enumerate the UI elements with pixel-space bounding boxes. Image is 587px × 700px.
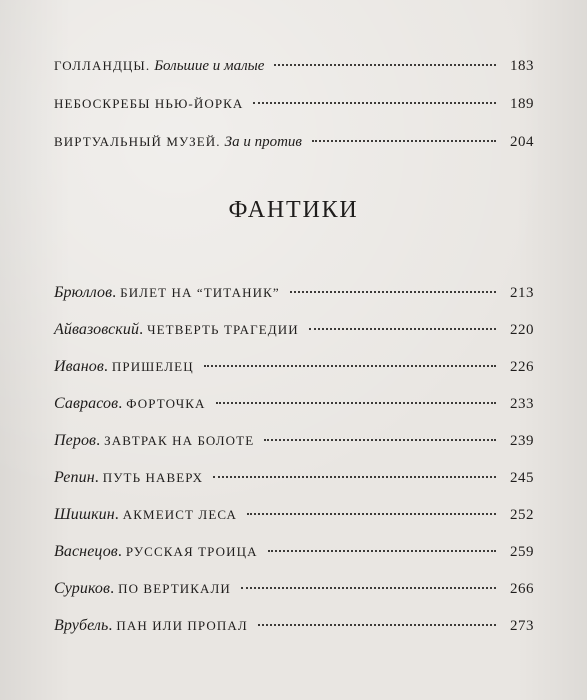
page-number: 220 xyxy=(510,322,534,338)
leader-dots xyxy=(274,63,496,66)
leader-dots xyxy=(312,139,496,142)
page-number: 266 xyxy=(510,581,534,597)
page-number: 245 xyxy=(510,470,534,486)
entry-author: Врубель xyxy=(54,617,109,634)
leader-dots xyxy=(290,290,496,293)
leader-dots xyxy=(216,401,496,404)
entry-title: ЗАВТРАК НА БОЛОТЕ xyxy=(104,433,255,448)
leader-dots xyxy=(258,623,496,626)
toc-entry: Айвазовский . ЧЕТВЕРТЬ ТРАГЕДИИ 220 xyxy=(54,321,534,338)
leader-dots xyxy=(204,364,496,367)
entry-title: ЧЕТВЕРТЬ ТРАГЕДИИ xyxy=(147,322,299,337)
entry-title: ПАН ИЛИ ПРОПАЛ xyxy=(116,618,248,633)
leader-dots xyxy=(264,438,496,441)
entry-title: ПО ВЕРТИКАЛИ xyxy=(118,581,231,596)
page-number: 213 xyxy=(510,285,534,301)
entry-subtitle: Большие и малые xyxy=(154,58,265,74)
entry-subtitle: За и против xyxy=(224,134,302,150)
toc-entry xyxy=(54,58,534,80)
leader-dots xyxy=(241,586,496,589)
page-number: 226 xyxy=(510,359,534,375)
toc-entry: Шишкин . АКМЕИСТ ЛЕСА 252 xyxy=(54,506,534,523)
entry-author: Репин xyxy=(54,469,95,486)
entry-title: РУССКАЯ ТРОИЦА xyxy=(125,544,258,559)
entry-title: АКМЕИСТ ЛЕСА xyxy=(122,507,237,522)
page-number: 233 xyxy=(510,396,534,412)
page-number: 239 xyxy=(510,433,534,449)
entry-author: Айвазовский xyxy=(54,321,140,338)
toc-entry: Перов . ЗАВТРАК НА БОЛОТЕ 239 xyxy=(54,432,534,449)
entry-author: Суриков xyxy=(54,580,111,597)
toc-entry: Васнецов . РУССКАЯ ТРОИЦА 259 xyxy=(54,543,534,560)
toc-entry: Саврасов . ФОРТОЧКА 233 xyxy=(54,395,534,412)
entry-title: ПУТЬ НАВЕРХ xyxy=(102,470,204,485)
entry-title: НЕБОСКРЕБЫ НЬЮ-ЙОРКА xyxy=(54,96,244,111)
page-number: 204 xyxy=(510,134,534,150)
entry-author: Шишкин xyxy=(54,506,115,523)
page-number: 189 xyxy=(510,96,534,112)
page-number: 273 xyxy=(510,618,534,634)
page-number: 252 xyxy=(510,507,534,523)
entry-title: ВИРТУАЛЬНЫЙ МУЗЕЙ. xyxy=(54,134,221,149)
leader-dots xyxy=(213,475,496,478)
section-heading: ФАНТИКИ xyxy=(228,197,359,223)
leader-dots xyxy=(268,549,496,552)
entry-author: Брюллов xyxy=(54,284,113,301)
leader-dots xyxy=(247,512,496,515)
toc-entry xyxy=(54,134,534,156)
entry-title: ГОЛЛАНДЦЫ. xyxy=(54,58,151,73)
entry-title: БИЛЕТ НА “ТИТАНИК” xyxy=(120,285,280,300)
toc-entry: Брюллов . БИЛЕТ НА “ТИТАНИК” 213 xyxy=(54,284,534,301)
toc-entry: Суриков . ПО ВЕРТИКАЛИ 266 xyxy=(54,580,534,597)
entry-author: Перов xyxy=(54,432,97,449)
entry-title: ФОРТОЧКА xyxy=(126,396,206,411)
toc-entry: Репин . ПУТЬ НАВЕРХ 245 xyxy=(54,469,534,486)
entry-author: Иванов xyxy=(54,358,104,375)
entry-title: ПРИШЕЛЕЦ xyxy=(111,359,194,374)
toc-entry: Иванов . ПРИШЕЛЕЦ 226 xyxy=(54,358,534,375)
page-number: 259 xyxy=(510,544,534,560)
page-number: 183 xyxy=(510,58,534,74)
leader-dots xyxy=(253,101,496,104)
entry-author: Саврасов xyxy=(54,395,119,412)
leader-dots xyxy=(309,327,496,330)
entry-author: Васнецов xyxy=(54,543,118,560)
toc-entry xyxy=(54,96,534,118)
toc-entry: Врубель . ПАН ИЛИ ПРОПАЛ 273 xyxy=(54,617,534,634)
